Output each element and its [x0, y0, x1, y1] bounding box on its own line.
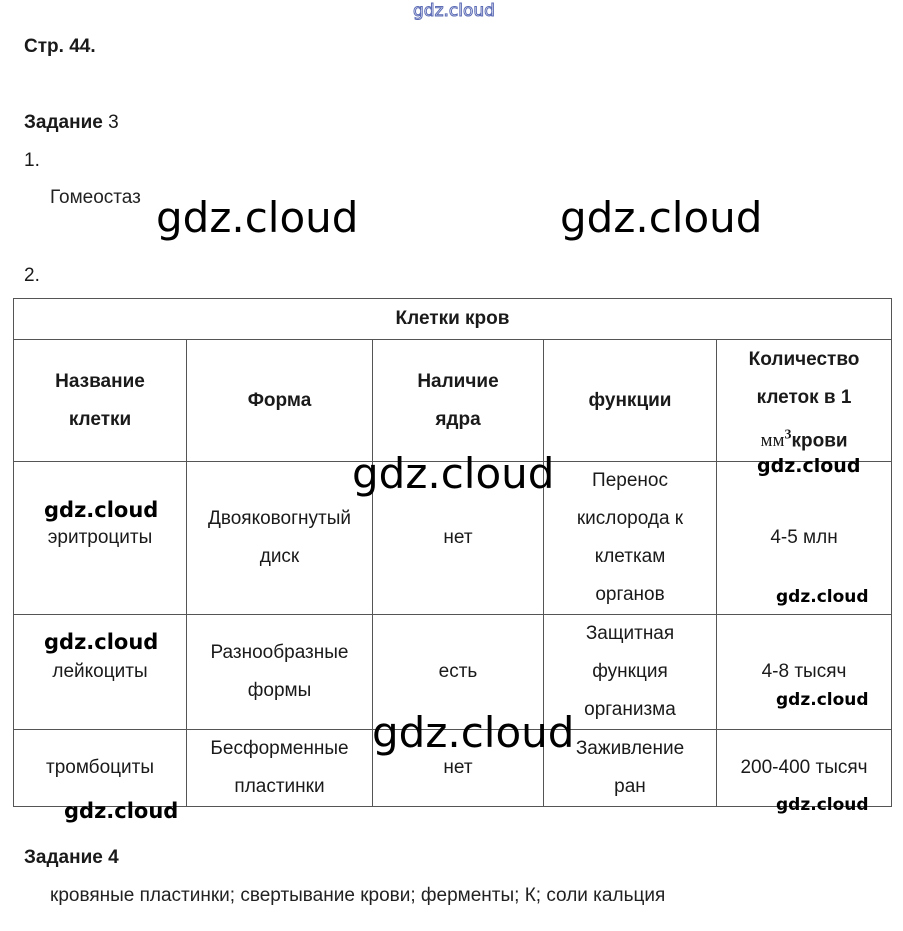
cell-function: Заживление ран [544, 730, 717, 807]
header-cell-name: Название клетки [14, 340, 187, 462]
watermark-small: gdz.cloud [776, 690, 869, 710]
header-cell-nucleus: Наличие ядра [373, 340, 544, 462]
cell-nucleus: нет [373, 730, 544, 807]
watermark-large: gdz.cloud [560, 193, 763, 242]
page-number: Стр. 44. [24, 36, 96, 57]
cell-function: Перенос кислорода к клеткам органов [544, 462, 717, 615]
cell-count: 4-5 млн [717, 462, 892, 615]
top-watermark: gdz.cloud [413, 1, 495, 21]
cell-count: 4-8 тысяч [717, 615, 892, 730]
task-4-heading: Задание 4 [24, 847, 119, 868]
watermark-small: gdz.cloud [776, 795, 869, 815]
watermark-medium: gdz.cloud [64, 799, 179, 823]
task-3-label: Задание [24, 112, 103, 133]
cell-nucleus: есть [373, 615, 544, 730]
answer-4-text: кровяные пластинки; свертывание крови; ферменты; К; соли кальция [50, 885, 666, 906]
count-unit: $мм^3$ [760, 427, 792, 452]
table-caption: Клетки кров [14, 299, 892, 340]
task-3-number: 3 [108, 112, 119, 133]
watermark-medium: gdz.cloud [44, 630, 159, 654]
table-header-row [14, 340, 892, 462]
cell-shape: Бесформенные пластинки [187, 730, 373, 807]
answer-1-text: Гомеостаз [50, 187, 141, 208]
watermark-small: gdz.cloud [776, 587, 869, 607]
cell-shape: Разнообразные формы [187, 615, 373, 730]
item-2-number: 2. [24, 265, 40, 286]
task-3-heading [24, 112, 119, 134]
cell-function: Защитная функция организма [544, 615, 717, 730]
cell-nucleus: нет [373, 462, 544, 615]
header-cell-count: Количество клеток в 1 $мм^3крови$ [717, 340, 892, 462]
cell-name: тромбоциты [14, 730, 187, 807]
watermark-large: gdz.cloud [352, 449, 555, 498]
cell-name: лейкоциты [14, 615, 187, 730]
cell-shape: Двояковогнутый диск [187, 462, 373, 615]
item-1-number: 1. [24, 150, 40, 171]
header-cell-shape: Форма [187, 340, 373, 462]
watermark-medium: gdz.cloud [44, 498, 159, 522]
cell-count: 200-400 тысяч [717, 730, 892, 807]
cell-name: эритроциты [14, 462, 187, 615]
watermark-large: gdz.cloud [372, 708, 575, 757]
watermark-large: gdz.cloud [156, 193, 359, 242]
watermark-small: gdz.cloud [757, 455, 861, 477]
header-cell-functions: функции [544, 340, 717, 462]
